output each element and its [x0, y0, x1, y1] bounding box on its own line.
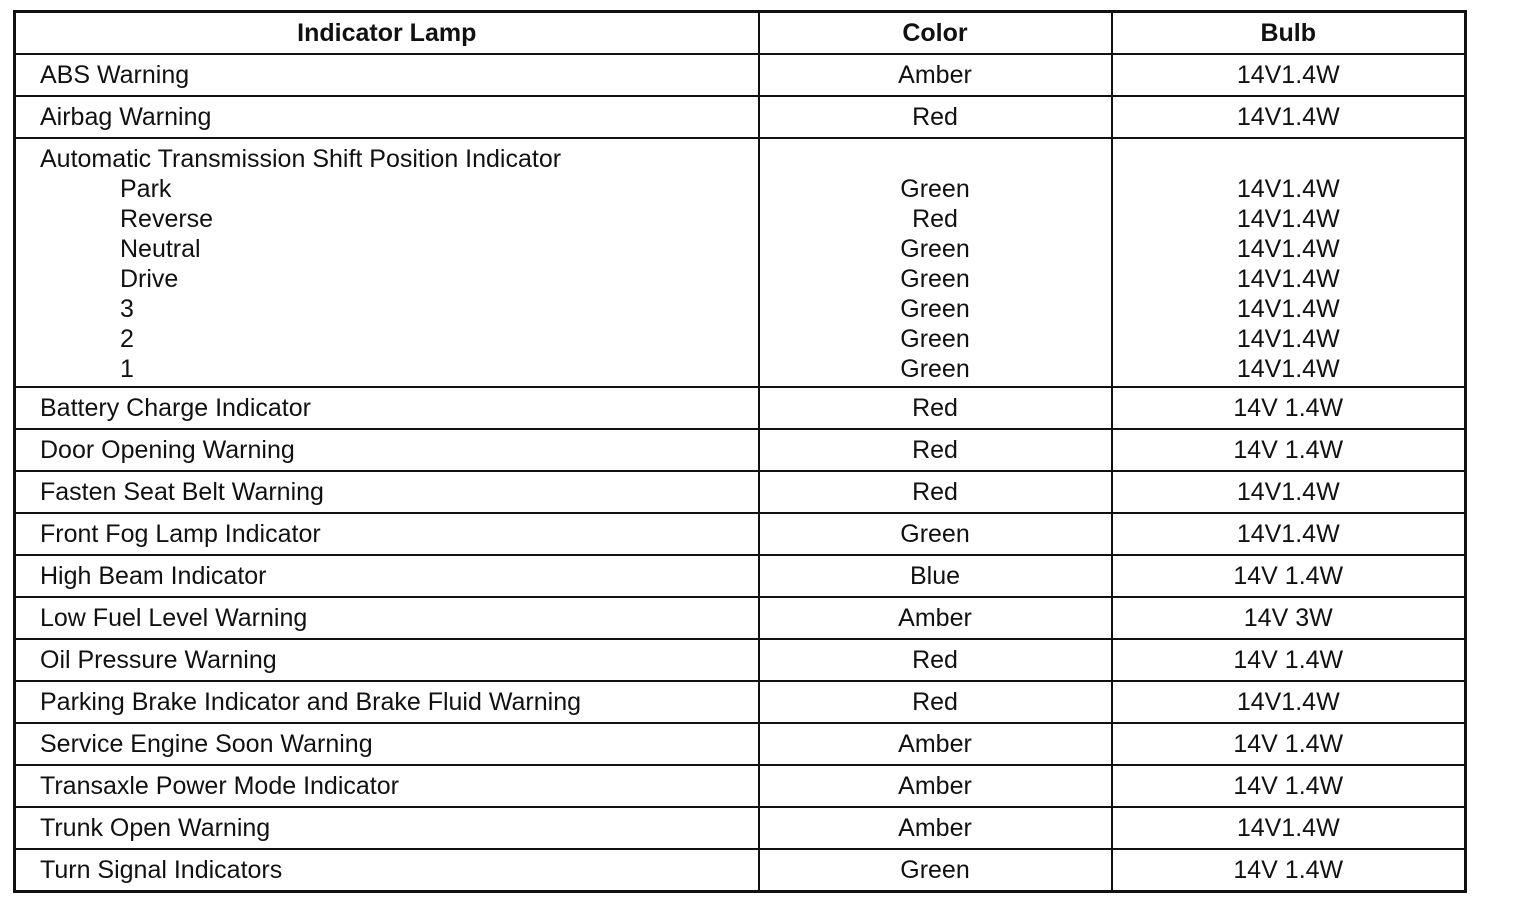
- sub-lamp: 1: [120, 355, 134, 383]
- bulb-cell: 14V 1.4W: [1112, 555, 1466, 597]
- color-cell: Amber: [759, 807, 1112, 849]
- color-cell: Amber: [759, 597, 1112, 639]
- table-row: [15, 471, 1466, 513]
- color-cell: Amber: [759, 723, 1112, 765]
- color-cell: Green: [759, 513, 1112, 555]
- sub-lamp: 3: [120, 295, 134, 323]
- indicator-lamp-table: [13, 10, 1467, 893]
- sub-lamp: Drive: [120, 265, 179, 293]
- sub-color: Red: [912, 205, 958, 233]
- color-cell: Red: [759, 387, 1112, 429]
- table-row: [15, 639, 1466, 681]
- bulb-cell: 14V1.4W: [1112, 681, 1466, 723]
- bulb-group-cell: [1112, 138, 1466, 387]
- color-cell: Amber: [759, 54, 1112, 96]
- sub-bulb: 14V1.4W: [1236, 205, 1340, 233]
- color-cell: Green: [759, 849, 1112, 892]
- sub-bulb: 14V1.4W: [1236, 295, 1340, 323]
- sub-lamp: Reverse: [120, 205, 214, 233]
- sub-lamp: 2: [120, 325, 134, 353]
- lamp-cell: Fasten Seat Belt Warning: [15, 471, 759, 513]
- color-cell: Blue: [759, 555, 1112, 597]
- table-row: [15, 429, 1466, 471]
- sub-bulb: 14V1.4W: [1236, 235, 1340, 263]
- sub-color: Green: [900, 295, 970, 323]
- bulb-cell: 14V 1.4W: [1112, 429, 1466, 471]
- header-indicator-lamp: Indicator Lamp: [15, 12, 759, 55]
- color-group-cell: [759, 138, 1112, 387]
- lamp-cell: Airbag Warning: [15, 96, 759, 138]
- lamp-cell: Trunk Open Warning: [15, 807, 759, 849]
- bulb-cell: 14V 1.4W: [1112, 639, 1466, 681]
- sub-bulb: 14V1.4W: [1236, 355, 1340, 383]
- bulb-cell: 14V1.4W: [1112, 54, 1466, 96]
- table-header-row: [15, 12, 1466, 55]
- lamp-cell: Transaxle Power Mode Indicator: [15, 765, 759, 807]
- table-row: [15, 597, 1466, 639]
- header-bulb: Bulb: [1112, 12, 1466, 55]
- sub-color: Green: [900, 325, 970, 353]
- header-color: Color: [759, 12, 1112, 55]
- sub-color: Green: [900, 355, 970, 383]
- group-title: Automatic Transmission Shift Position Indicator: [40, 145, 562, 173]
- table-row: [15, 765, 1466, 807]
- table-row: [15, 54, 1466, 96]
- color-cell: Red: [759, 471, 1112, 513]
- sub-color: Green: [900, 235, 970, 263]
- table-row: [15, 807, 1466, 849]
- bulb-cell: 14V 1.4W: [1112, 387, 1466, 429]
- lamp-cell: Parking Brake Indicator and Brake Fluid Warning: [15, 681, 759, 723]
- bulb-cell: 14V 1.4W: [1112, 765, 1466, 807]
- lamp-cell: Service Engine Soon Warning: [15, 723, 759, 765]
- sub-bulb: 14V1.4W: [1236, 265, 1340, 293]
- lamp-cell: ABS Warning: [15, 54, 759, 96]
- bulb-cell: 14V1.4W: [1112, 96, 1466, 138]
- sub-lamp: Park: [120, 175, 172, 203]
- bulb-cell: 14V1.4W: [1112, 513, 1466, 555]
- bulb-cell: 14V 1.4W: [1112, 723, 1466, 765]
- table-row-shift-position-group: [15, 138, 1466, 387]
- table-row: [15, 723, 1466, 765]
- table-row: [15, 555, 1466, 597]
- color-cell: Red: [759, 429, 1112, 471]
- lamp-cell: Turn Signal Indicators: [15, 849, 759, 892]
- lamp-cell: Front Fog Lamp Indicator: [15, 513, 759, 555]
- table-row: [15, 387, 1466, 429]
- lamp-group-cell: [15, 138, 759, 387]
- lamp-cell: High Beam Indicator: [15, 555, 759, 597]
- sub-bulb: 14V1.4W: [1236, 175, 1340, 203]
- lamp-cell: Door Opening Warning: [15, 429, 759, 471]
- color-cell: Red: [759, 681, 1112, 723]
- bulb-cell: 14V 3W: [1112, 597, 1466, 639]
- lamp-cell: Battery Charge Indicator: [15, 387, 759, 429]
- table-row: [15, 849, 1466, 892]
- sub-lamp: Neutral: [120, 235, 201, 263]
- table-row: [15, 96, 1466, 138]
- color-cell: Red: [759, 96, 1112, 138]
- sub-bulb: 14V1.4W: [1236, 325, 1340, 353]
- table-row: [15, 681, 1466, 723]
- table-row: [15, 513, 1466, 555]
- bulb-cell: 14V1.4W: [1112, 807, 1466, 849]
- sub-color: Green: [900, 265, 970, 293]
- sub-color: Green: [900, 175, 970, 203]
- color-cell: Amber: [759, 765, 1112, 807]
- lamp-cell: Low Fuel Level Warning: [15, 597, 759, 639]
- color-cell: Red: [759, 639, 1112, 681]
- lamp-cell: Oil Pressure Warning: [15, 639, 759, 681]
- bulb-cell: 14V 1.4W: [1112, 849, 1466, 892]
- bulb-cell: 14V1.4W: [1112, 471, 1466, 513]
